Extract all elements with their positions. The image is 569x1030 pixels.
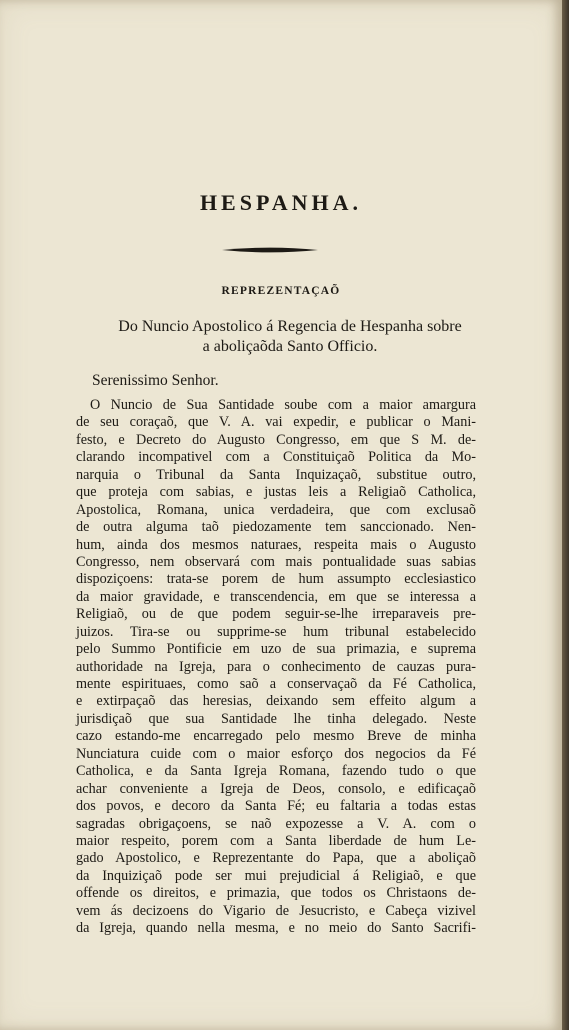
text-line: pelo Summo Pontificie em uzo de sua primazia, e suprema [76,641,476,658]
text-line: sagradas obrigaçoens, se naõ expozesse a V. A. com o [76,815,476,832]
text-line: de outra alguma taõ piedozamente tem sanccionado. Nen- [76,519,476,536]
text-line: Nunciatura cuide com o maior esforço dos negocios da Fé [76,745,476,762]
text-line: O Nuncio de Sua Santidade soube com a maior amargura [90,397,476,413]
ornamental-rule [222,247,318,253]
body-paragraph [76,397,476,938]
text-line: festo, e Decreto do Augusto Congresso, em que S M. de- [76,431,476,448]
text-line: gado Apostolico, e Reprezentante do Papa, que a aboliçaõ [76,850,476,867]
text-line: vem ás decizoens do Vigario de Jesucristo, e Cabeça vizivel [76,902,476,919]
text-line: cazo estando-me encarregado pelo mesmo Breve de minha [76,728,476,745]
page-edge [562,0,569,1030]
page-title: HESPANHA. [199,190,363,215]
text-line: hum, ainda dos mesmos naturaes, respeita mais o Augusto [76,536,476,553]
text-line: clarando incompativel com a Constituiçaõ Politica da Mo- [76,449,476,466]
text-line: Congresso, nem observará com mais pontualidade suas sabias [76,553,476,570]
text-line: maior respeito, porem com a Santa liberdade de hum Le- [76,832,476,849]
text-line: juizos. Tira-se ou supprime-se hum tribunal estabelecido [76,623,476,640]
text-line: dispoziçoens: trata-se porem de hum assumpto ecclesiastico [76,571,476,588]
text-line: Apostolica, Romana, unica verdadeira, que com exclusaõ [76,501,476,518]
text-line: narquia o Tribunal da Santa Inquizaçaõ, substitue outro, [76,466,476,483]
text-line: que proteja com sabias, e justas leis a Religiaõ Catholica, [76,484,476,501]
text-line: de seu coraçaõ, que V. A. vai expedir, e publicar o Mani- [76,414,476,431]
text-line: authoridade na Igreja, para o conhecimento de cauzas pura- [76,658,476,675]
text-line: da maior gravidade, e transcendencia, em que se interessa a [76,588,476,605]
text-line: Catholica, e da Santa Igreja Romana, fazendo tudo o que [76,763,476,780]
text-line: mente espirituaes, como saõ a conservaçaõ da Fé Catholica, [76,676,476,692]
text-line: jurisdiçaõ que sua Santidade lhe tinha delegado. Neste [76,710,476,727]
text-line: e extirpaçaõ das heresias, deixando sem effeito algum a [76,693,476,710]
text-line: offende os direitos, e primazia, que todos os Christaons de- [76,885,476,902]
text-line: da Inquiziçaõ pode ser mui prejudicial á Religiaõ, e que [76,867,476,884]
salutation: Serenissimo Senhor. [92,372,219,389]
description-line: a aboliçaõda Santo Officio. [202,338,378,355]
text-line: dos povos, e decoro da Santa Fé; eu faltaria a todas estas [76,798,476,815]
section-subtitle: REPREZENTAÇAÕ [221,285,341,297]
section-description [60,317,520,357]
description-line: Do Nuncio Apostolico á Regencia de Hespanha sobre [118,318,462,335]
text-line: da Igreja, quando nella mesma, e no meio do Santo Sacrifi- [76,920,476,937]
text-line: Religiaõ, ou de que podem seguir-se-lhe irreparaveis pre- [76,606,476,623]
text-line: achar conveniente a Igreja de Deos, consolo, e edificaçaõ [76,780,476,797]
